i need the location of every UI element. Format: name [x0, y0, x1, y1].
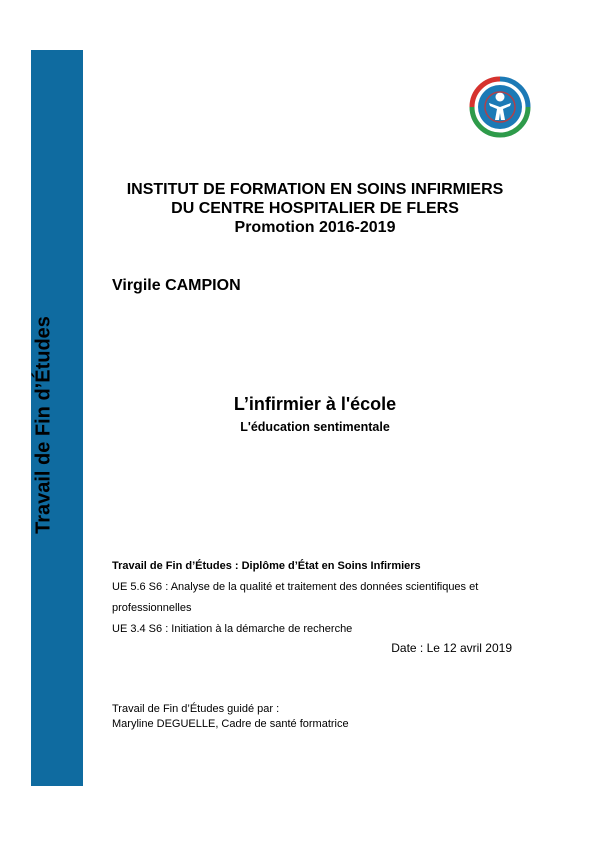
thesis-subtitle: L'éducation sentimentale — [240, 420, 390, 434]
supervisor-block — [112, 702, 349, 732]
thesis-title: L’infirmier à l'école — [233, 394, 397, 414]
diploma-block — [112, 556, 522, 640]
side-title: Travail de Fin d’Études — [32, 316, 55, 534]
institute-logo-icon — [469, 76, 531, 138]
supervisor-line-2: Maryline DEGUELLE, Cadre de santé formatrice — [112, 718, 349, 730]
institute-header — [100, 180, 530, 237]
submission-date: Date : Le 12 avril 2019 — [391, 641, 512, 655]
diploma-lead: Travail de Fin d’Études : Diplôme d’État en Soins Infirmiers — [112, 560, 421, 572]
author-name: Virgile CAMPION — [112, 277, 241, 294]
header-line-2: DU CENTRE HOSPITALIER DE FLERS — [171, 200, 459, 217]
ue-line-2: UE 3.4 S6 : Initiation à la démarche de recherche — [112, 623, 353, 635]
header-line-3: Promotion 2016-2019 — [234, 219, 396, 236]
ue-line-1: UE 5.6 S6 : Analyse de la qualité et traitement des données scientifiques et professionnelles — [112, 581, 479, 614]
supervisor-line-1: Travail de Fin d’Études guidé par : — [112, 703, 280, 715]
header-line-1: INSTITUT DE FORMATION EN SOINS INFIRMIERS — [126, 181, 504, 198]
